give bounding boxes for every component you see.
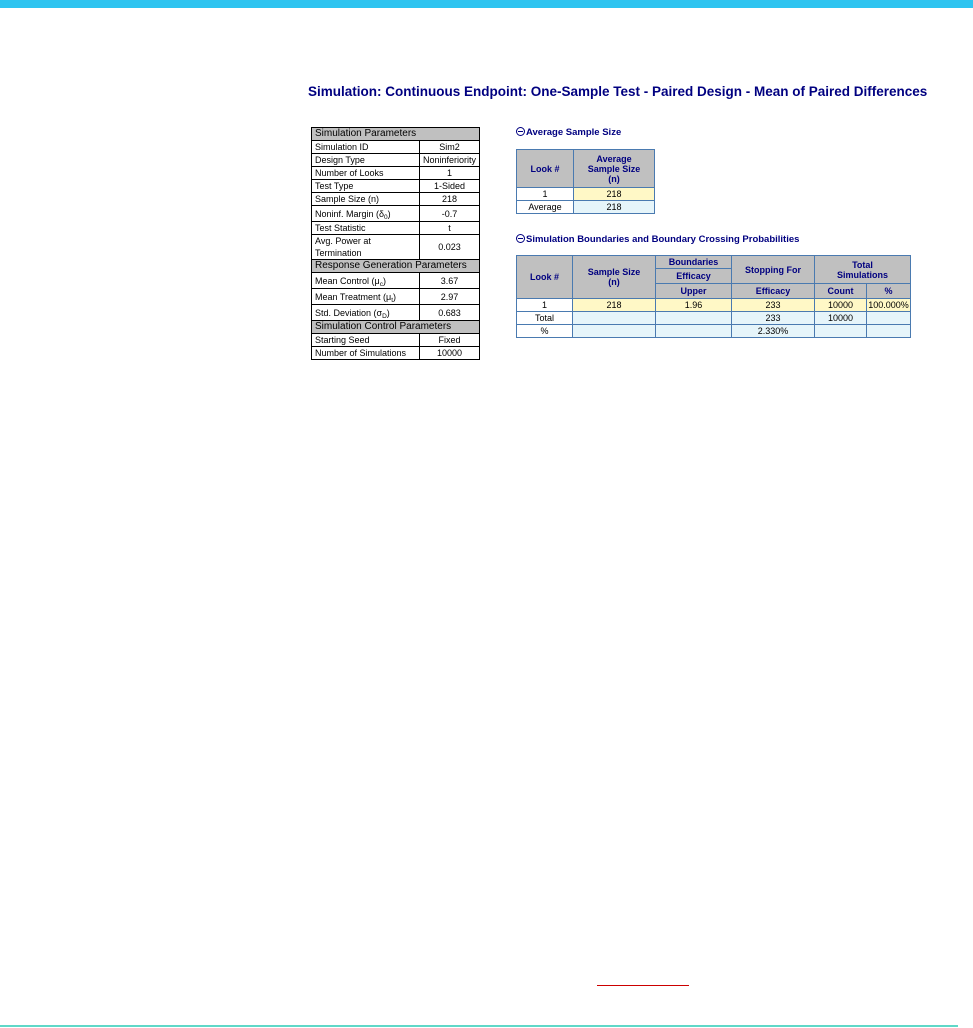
- param-row: Test Type 1-Sided: [312, 180, 480, 193]
- right-margin: [958, 8, 973, 1028]
- underline-link[interactable]: [597, 985, 689, 986]
- table-row: % 2.330%: [517, 325, 911, 338]
- param-row: Noninf. Margin $(\delta_0)$ -0.7: [312, 206, 480, 222]
- average-sample-size-heading[interactable]: Average Sample Size: [516, 127, 621, 138]
- boundaries-heading[interactable]: Simulation Boundaries and Boundary Crossing Probabilities: [516, 234, 799, 245]
- param-row: Number of Simulations 10000: [312, 347, 480, 360]
- boundaries-table: Look # Sample Size (n) Boundaries Stopping For Total Simulations Efficacy Upper Efficacy Count % 1 218 1.96 233 10000 100.000% Total 233 10000 % 2.330%: [516, 255, 911, 338]
- param-row: Mean Treatment $(\mu_t)$ 2.97: [312, 289, 480, 305]
- collapse-icon[interactable]: [516, 127, 525, 136]
- param-row: Sample Size (n) 218: [312, 193, 480, 206]
- section-simulation-control: Simulation Control Parameters: [312, 321, 480, 334]
- average-sample-size-table: Look # Average Sample Size (n) 1 218 Average 218: [516, 149, 655, 214]
- param-row: Number of Looks 1: [312, 167, 480, 180]
- top-accent-bar: [0, 0, 973, 8]
- table-row: Total 233 10000: [517, 312, 911, 325]
- section-response-generation: Response Generation Parameters: [312, 260, 480, 273]
- section-simulation-parameters: Simulation Parameters: [312, 128, 480, 141]
- table-row: 1 218: [517, 188, 655, 201]
- param-row: Mean Control $(\mu_c)$ 3.67: [312, 273, 480, 289]
- param-row: Test Statistic t: [312, 222, 480, 235]
- param-row: Design Type Noninferiority: [312, 154, 480, 167]
- param-row: Starting Seed Fixed: [312, 334, 480, 347]
- bottom-rule: [0, 1025, 958, 1027]
- table-row: Average 218: [517, 201, 655, 214]
- table-row: 1 218 1.96 233 10000 100.000%: [517, 299, 911, 312]
- param-row: Avg. Power at Termination 0.023: [312, 235, 480, 260]
- param-row: Std. Deviation $(\sigma_D)$ 0.683: [312, 305, 480, 321]
- collapse-icon[interactable]: [516, 234, 525, 243]
- param-row: Simulation ID Sim2: [312, 141, 480, 154]
- page-title: Simulation: Continuous Endpoint: One-Sample Test - Paired Design - Mean of Paired Differences: [308, 84, 928, 99]
- simulation-parameters-table: [311, 127, 480, 360]
